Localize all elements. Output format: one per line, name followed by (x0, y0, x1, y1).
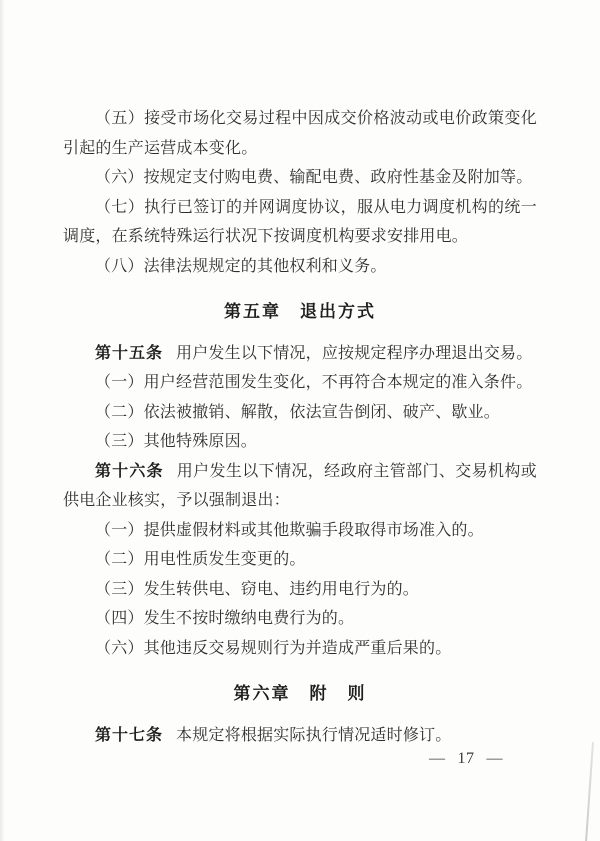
article-16-number: 第十六条 (95, 462, 164, 480)
list-item-16-3: （三）发生转供电、窃电、违约用电行为的。 (95, 580, 420, 598)
article-15-text: 用户发生以下情况，应按规定程序办理退出交易。 (176, 344, 533, 362)
article-16-text: 用户发生以下情况，经政府主管部门、交易机构或供电企业核实，予以强制退出： (63, 462, 537, 509)
page-number-dash-right: — (486, 750, 503, 767)
list-item-7: （七）执行已签订的并网调度协议，服从电力调度机构的统一调度，在系统特殊运行状况下按调度机构要求安排用电。 (63, 198, 537, 245)
article-16 (63, 457, 537, 516)
article-15-number: 第十五条 (95, 344, 164, 362)
paper-corner-edge (584, 742, 594, 841)
document-body (63, 104, 537, 750)
chapter-heading-6: 第六章 附 则 (233, 684, 367, 703)
paper-left-edge (0, 0, 5, 841)
list-item-15-3: （三）其他特殊原因。 (95, 433, 258, 450)
article-17-number: 第十七条 (95, 726, 164, 744)
list-item-16-2: （二）用电性质发生变更的。 (95, 551, 306, 568)
list-item-6: （六）按规定支付购电费、输配电费、政府性基金及附加等。 (95, 169, 533, 186)
list-item-16-4: （四）发生不按时缴纳电费行为的。 (95, 610, 355, 627)
page-number-dash-left: — (429, 750, 446, 767)
chapter-heading-5: 第五章 退出方式 (224, 302, 376, 321)
page-number (429, 750, 503, 768)
list-item-15-1: （一）用户经营范围发生变化，不再符合本规定的准入条件。 (95, 374, 533, 391)
article-17-text: 本规定将根据实际执行情况适时修订。 (176, 726, 452, 744)
list-item-16-1: （一）提供虚假材料或其他欺骗手段取得市场准入的。 (95, 521, 484, 539)
list-item-16-6: （六）其他违反交易规则行为并造成严重后果的。 (95, 639, 452, 657)
article-15 (63, 339, 537, 369)
list-item-5: （五）接受市场化交易过程中因成交价格波动或电价政策变化引起的生产运营成本变化。 (63, 110, 537, 157)
page-number-value: 17 (457, 750, 475, 767)
list-item-8: （八）法律法规规定的其他权利和义务。 (95, 257, 387, 275)
list-item-15-2: （二）依法被撤销、解散，依法宣告倒闭、破产、歇业。 (95, 403, 501, 421)
article-17 (63, 721, 537, 751)
